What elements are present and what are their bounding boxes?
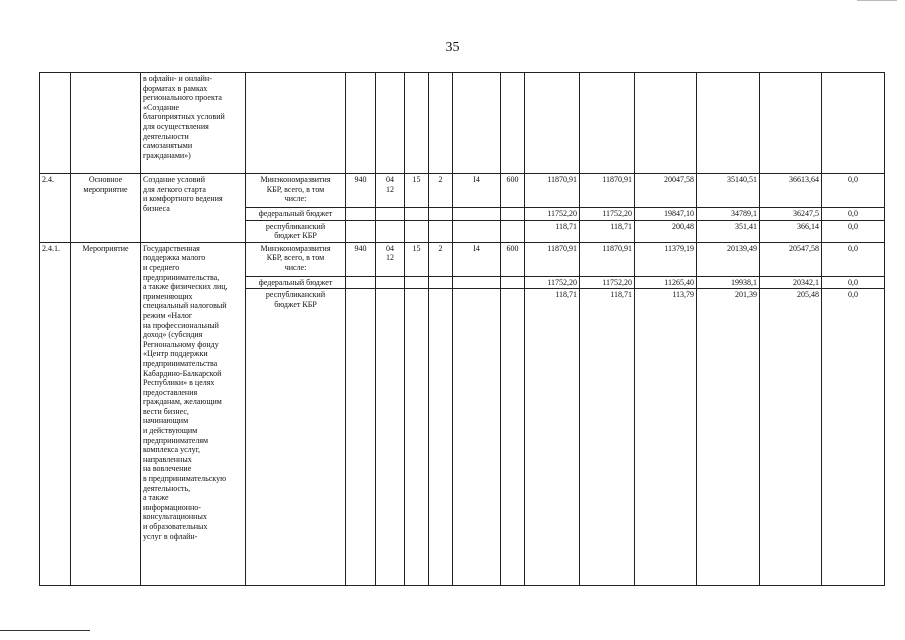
cell-num: 2.4. (40, 174, 71, 243)
cell-value: 118,71 (525, 220, 580, 242)
cell-value: 201,39 (697, 289, 760, 586)
cell-value: 11752,20 (525, 276, 580, 289)
cell-grbs: 940 (346, 174, 376, 208)
cell-value: 11870,91 (580, 174, 635, 208)
cell-value: 0,0 (822, 174, 885, 208)
cell-cs3: I4 (453, 174, 501, 208)
cell-value: 351,41 (697, 220, 760, 242)
cell-description: в офлайн- и онлайн- форматах в рамках регионального проекта «Создание благоприятных условий для осуществления деятельности самозанятыми гражданами») (141, 73, 246, 174)
cell-value: 11870,91 (580, 242, 635, 276)
cell-description: Государственная поддержка малого и среднего предпринимательства, а также физических лиц, применяющих специальный налоговый режим «Налог на профессиональный доход» (субсидия Региональному фонду «Центр поддержки предпринимательства Кабардино-Балкарской Республики» в целях предоставления гражданам, желающим вести бизнес, начинающим и действующим предпринимателям комплекса услуг, направленных на вовлечение в предпринимательскую деятельность, а также информационно- консультационных и образовательных услуг в офлайн- (141, 242, 246, 585)
page-corner-mark (857, 0, 897, 5)
cell-rzpr: 04 12 (376, 242, 405, 276)
table-row-continuation (40, 73, 885, 174)
page-number: 35 (445, 40, 460, 55)
cell-value: 36613,64 (760, 174, 822, 208)
cell-value: 11870,91 (525, 242, 580, 276)
cell-cs2: 2 (429, 174, 453, 208)
cell-value: 366,14 (760, 220, 822, 242)
cell-cs1: 15 (405, 174, 429, 208)
cell-type: Основное мероприятие (71, 174, 141, 243)
cell-cs2: 2 (429, 242, 453, 276)
cell-executor: федеральный бюджет (246, 276, 346, 289)
cell-value: 19938,1 (697, 276, 760, 289)
table-right-border (884, 72, 885, 586)
cell-value: 118,71 (580, 289, 635, 586)
cell-value: 34789,1 (697, 208, 760, 221)
cell-executor: республиканский бюджет КБР (246, 289, 346, 586)
cell-value: 11752,20 (580, 276, 635, 289)
cell-value: 118,71 (525, 289, 580, 586)
cell-executor: республиканский бюджет КБР (246, 220, 346, 242)
cell-value: 11870,91 (525, 174, 580, 208)
cell-value: 113,79 (635, 289, 697, 586)
cell-cs3: I4 (453, 242, 501, 276)
cell-executor: Минэкономразвития КБР, всего, в том числе: (246, 174, 346, 208)
cell-cs1: 15 (405, 242, 429, 276)
cell-num: 2.4.1. (40, 242, 71, 585)
cell-value: 20547,58 (760, 242, 822, 276)
cell-value: 0,0 (822, 276, 885, 289)
cell-type (71, 73, 141, 174)
cell-value: 118,71 (580, 220, 635, 242)
cell-value: 0,0 (822, 242, 885, 276)
cell-value: 35140,51 (697, 174, 760, 208)
cell-value: 11379,19 (635, 242, 697, 276)
table-row-2-4-total (40, 174, 885, 208)
cell-value: 0,0 (822, 220, 885, 242)
table-row-2-4-1-total (40, 242, 885, 276)
cell-value: 200,48 (635, 220, 697, 242)
cell-value: 19847,10 (635, 208, 697, 221)
cell-num (40, 73, 71, 174)
footer-rule (0, 630, 90, 631)
cell-value: 0,0 (822, 289, 885, 586)
cell-rzpr: 04 12 (376, 174, 405, 208)
cell-executor: федеральный бюджет (246, 208, 346, 221)
cell-executor: Минэкономразвития КБР, всего, в том числе: (246, 242, 346, 276)
cell-vr: 600 (501, 242, 525, 276)
cell-value: 36247,5 (760, 208, 822, 221)
cell-vr: 600 (501, 174, 525, 208)
cell-description: Создание условий для легкого старта и комфортного ведения бизнеса (141, 174, 246, 243)
cell-type: Мероприятие (71, 242, 141, 585)
budget-table (39, 72, 885, 586)
cell-value: 11265,40 (635, 276, 697, 289)
cell-value: 20047,58 (635, 174, 697, 208)
cell-value: 20139,49 (697, 242, 760, 276)
cell-value: 0,0 (822, 208, 885, 221)
cell-value: 11752,20 (525, 208, 580, 221)
cell-value: 11752,20 (580, 208, 635, 221)
cell-grbs: 940 (346, 242, 376, 276)
cell-value: 205,48 (760, 289, 822, 586)
cell-value: 20342,1 (760, 276, 822, 289)
